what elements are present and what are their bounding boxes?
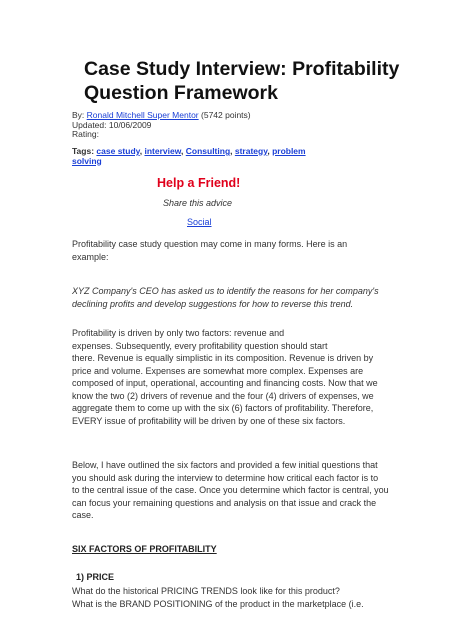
drivers-paragraph <box>72 327 412 427</box>
text-line: composed of input, operational, accounting and financing costs. Now that we <box>72 378 378 388</box>
text-line: example: <box>72 251 109 262</box>
tag-link[interactable]: case study <box>96 146 140 156</box>
article-meta <box>72 111 251 140</box>
price-questions <box>72 585 412 610</box>
title-line: Question Framework <box>84 82 278 104</box>
intro-paragraph <box>72 238 412 263</box>
tags-list: Tags: case study, interview, Consulting, strategy, problem solving <box>72 146 306 166</box>
share-advice-text: Share this advice <box>163 198 233 208</box>
text-line: What do the historical PRICING TRENDS look like for this product? <box>72 586 340 596</box>
text-line: declining profits and develop suggestions for how to reverse this trend. <box>72 298 354 309</box>
text-line: What is the BRAND POSITIONING of the product in the marketplace (i.e. <box>72 598 364 609</box>
tag-link[interactable]: strategy <box>234 146 268 156</box>
text-line: you should ask during the interview to determine how critical each factor is to <box>72 472 379 483</box>
text-line: Below, I have outlined the six factors and provided a few initial questions that <box>72 460 378 470</box>
author-points: (5742 points) <box>201 110 251 120</box>
tags-label: Tags: <box>72 146 95 156</box>
tag-link[interactable]: problem <box>272 146 306 156</box>
text-line: can focus your remaining questions and analysis on that issue and crack the <box>72 497 377 508</box>
text-line: Profitability is driven by only two factors: revenue and <box>72 328 285 338</box>
text-line: aggregate them to come up with the six (6) factors of profitability. Therefore, <box>72 403 374 413</box>
tag-link[interactable]: interview <box>144 146 182 156</box>
rating-label: Rating: <box>72 129 99 139</box>
title-line: Case Study Interview: Profitability <box>84 58 400 80</box>
updated-date: Updated: 10/06/2009 <box>72 119 152 130</box>
example-paragraph <box>72 285 412 310</box>
outline-paragraph <box>72 459 412 522</box>
social-link[interactable]: Social <box>187 217 212 227</box>
by-label: By: <box>72 110 85 120</box>
page-title <box>84 57 464 105</box>
section-heading: SIX FACTORS OF PROFITABILITY <box>72 544 217 554</box>
price-heading: 1) PRICE <box>76 572 115 582</box>
text-line: to the central issue of the case. Once you determine which factor is central, you <box>72 485 389 495</box>
text-line: there. Revenue is equally simplistic in its composition. Revenue is driven by <box>72 353 374 363</box>
tag-link[interactable]: solving <box>72 155 102 166</box>
help-a-friend-heading: Help a Friend! <box>157 176 241 190</box>
text-line: know the two (2) drivers of revenue and the four (4) drivers of expenses, we <box>72 390 374 401</box>
author-link[interactable]: Ronald Mitchell Super Mentor <box>86 110 199 120</box>
text-line: expenses. Subsequently, every profitability question should start <box>72 340 328 351</box>
text-line: Profitability case study question may come in many forms. Here is an <box>72 239 348 249</box>
text-line: price and volume. Expenses are somewhat more complex. Expenses are <box>72 365 364 376</box>
text-line: XYZ Company's CEO has asked us to identify the reasons for her company's <box>72 286 379 296</box>
text-line: case. <box>72 510 94 520</box>
tag-link[interactable]: Consulting <box>185 146 231 156</box>
text-line: EVERY issue of profitability will be driven by one of these six factors. <box>72 415 346 426</box>
